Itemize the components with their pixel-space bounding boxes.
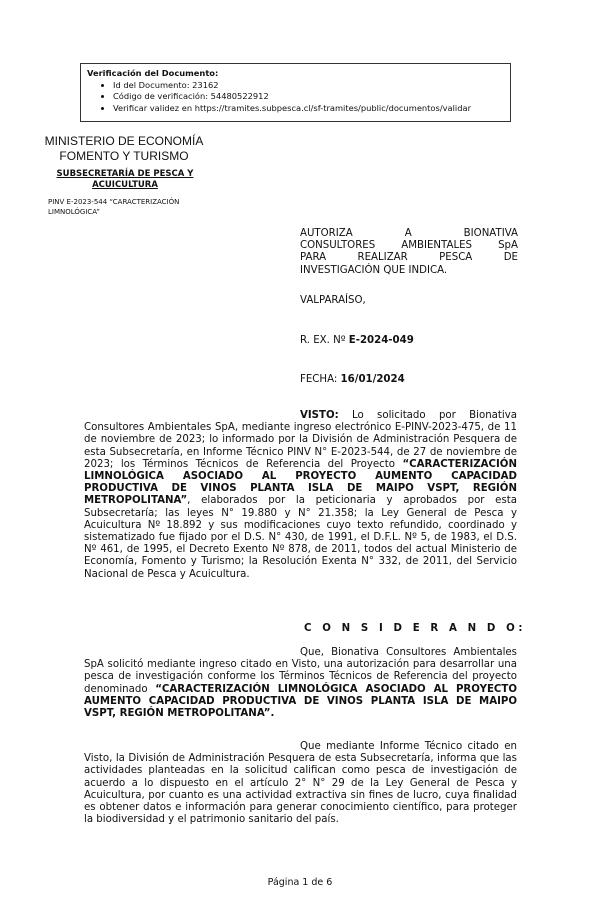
authorize-line3: PARA REALIZAR PESCA DE [300,252,518,264]
subsecretaria-header [30,169,220,190]
resolution-number [300,335,414,347]
authorize-line2: CONSULTORES AMBIENTALES SpA [300,240,518,252]
verification-id: • Id del Documento: 23162 [113,80,504,92]
rex-label: R. EX. Nº [300,335,346,346]
visto-label: VISTO: [300,410,339,421]
ministry-line1: MINISTERIO DE ECONOMÍA [44,134,204,148]
pinv-reference [48,198,223,217]
verification-list [87,80,504,115]
visto-text1: Lo solicitado por Bionativa Consultores Ambientales SpA, mediante ingreso electrónico E-PINV-2023-475, de 11 de noviembre de 2023; lo informado por la División de Administración Pesquera de esta Subsecretaría, en Informe Técnico PINV N° E-2023-544, de 27 de noviembre de 2023; los Términos Técnicos de Referencia del Proyecto [84,410,517,470]
ministry-header [28,134,220,163]
considerando-paragraph-1 [84,647,517,720]
visto-text2: , elaborados por la peticionaria y aprobados por esta Subsecretaría; las leyes N° 19.880 y N° 21.358; la Ley General de Pesca y Acuicultura Nº 18.892 y sus modificaciones cuyo texto refundido, coordinado y sistematizado fue fijado por el D.S. N° 430, de 1991, el D.F.L. Nº 5, de 1983, el D.S. Nº 461, de 1995, el Decreto Exento Nº 878, de 2011, todos del actual Ministerio de Economía, Fomento y Turismo; la Resolución Exenta N° 332, de 2011, del Servicio Nacional de Pesca y Acuicultura. [84,495,517,580]
pinv-line1: PINV E-2023-544 “CARACTERIZACIÓN [48,198,180,206]
authorize-line4: INVESTIGACIÓN QUE INDICA. [300,264,448,276]
authorize-line1: AUTORIZA A BIONATIVA [300,228,518,239]
considerando-p1-project: “CARACTERIZACIÓN LIMNOLÓGICA ASOCIADO AL PROYECTO AUMENTO CAPACIDAD PRODUCTIVA DE VINOS PLANTA ISLA DE MAIPO VSPT, REGIÓN METROPOLITANA”. [84,683,517,720]
verification-title: Verificación del Documento: [87,68,219,78]
considerando-paragraph-2 [84,741,517,826]
ministry-line2: FOMENTO Y TURISMO [59,148,189,163]
city: VALPARAÍSO, [300,295,366,306]
pinv-line2: LIMNOLÓGICA” [48,207,100,216]
subsecretaria-line1: SUBSECRETARÍA DE PESCA Y [56,169,194,179]
resolution-summary [300,228,518,277]
page-number: Página 1 de 6 [267,877,333,888]
verification-code: • Código de verificación: 54480522912 [113,91,504,103]
resolution-date [300,374,405,386]
visto-paragraph [84,410,517,581]
considerando-heading: C O N S I D E R A N D O: [304,623,527,634]
visto-project: “CARACTERIZACIÓN LIMNOLÓGICA ASOCIADO AL PROYECTO AUMENTO CAPACIDAD PRODUCTIVA DE VINOS PLANTA ISLA DE MAIPO VSPT, REGIÓN METROPOLITANA” [84,458,517,507]
considerando-p2-text: Que mediante Informe Técnico citado en Visto, la División de Administración Pesquera de esta Subsecretaría, informa que las actividades planteadas en la solicitud califican como pesca de investigación de acuerdo a lo dispuesto en el artículo 2° N° 29 de la Ley General de Pesca y Acuicultura, por cuanto es una actividad extractiva sin fines de lucro, cuya finalidad es obtener datos e información para generar conocimiento científico, para proteger la biodiversidad y el patrimonio sanitario del país. [84,741,517,826]
fecha-value: 16/01/2024 [340,374,405,385]
fecha-label: FECHA: [300,374,338,385]
rex-number: E-2024-049 [348,335,414,346]
considerando-p1-text: Que, Bionativa Consultores Ambientales SpA solicitó mediante ingreso citado en Visto, una autorización para desarrollar una pesca de investigación conforme los Términos Técnicos de Referencia del proyecto denominado [84,647,517,695]
verification-url: • Verificar validez en https://tramites.subpesca.cl/sf-tramites/public/documentos/validar [113,103,504,115]
subsecretaria-line2: ACUICULTURA [92,179,158,190]
verification-box [80,63,511,122]
